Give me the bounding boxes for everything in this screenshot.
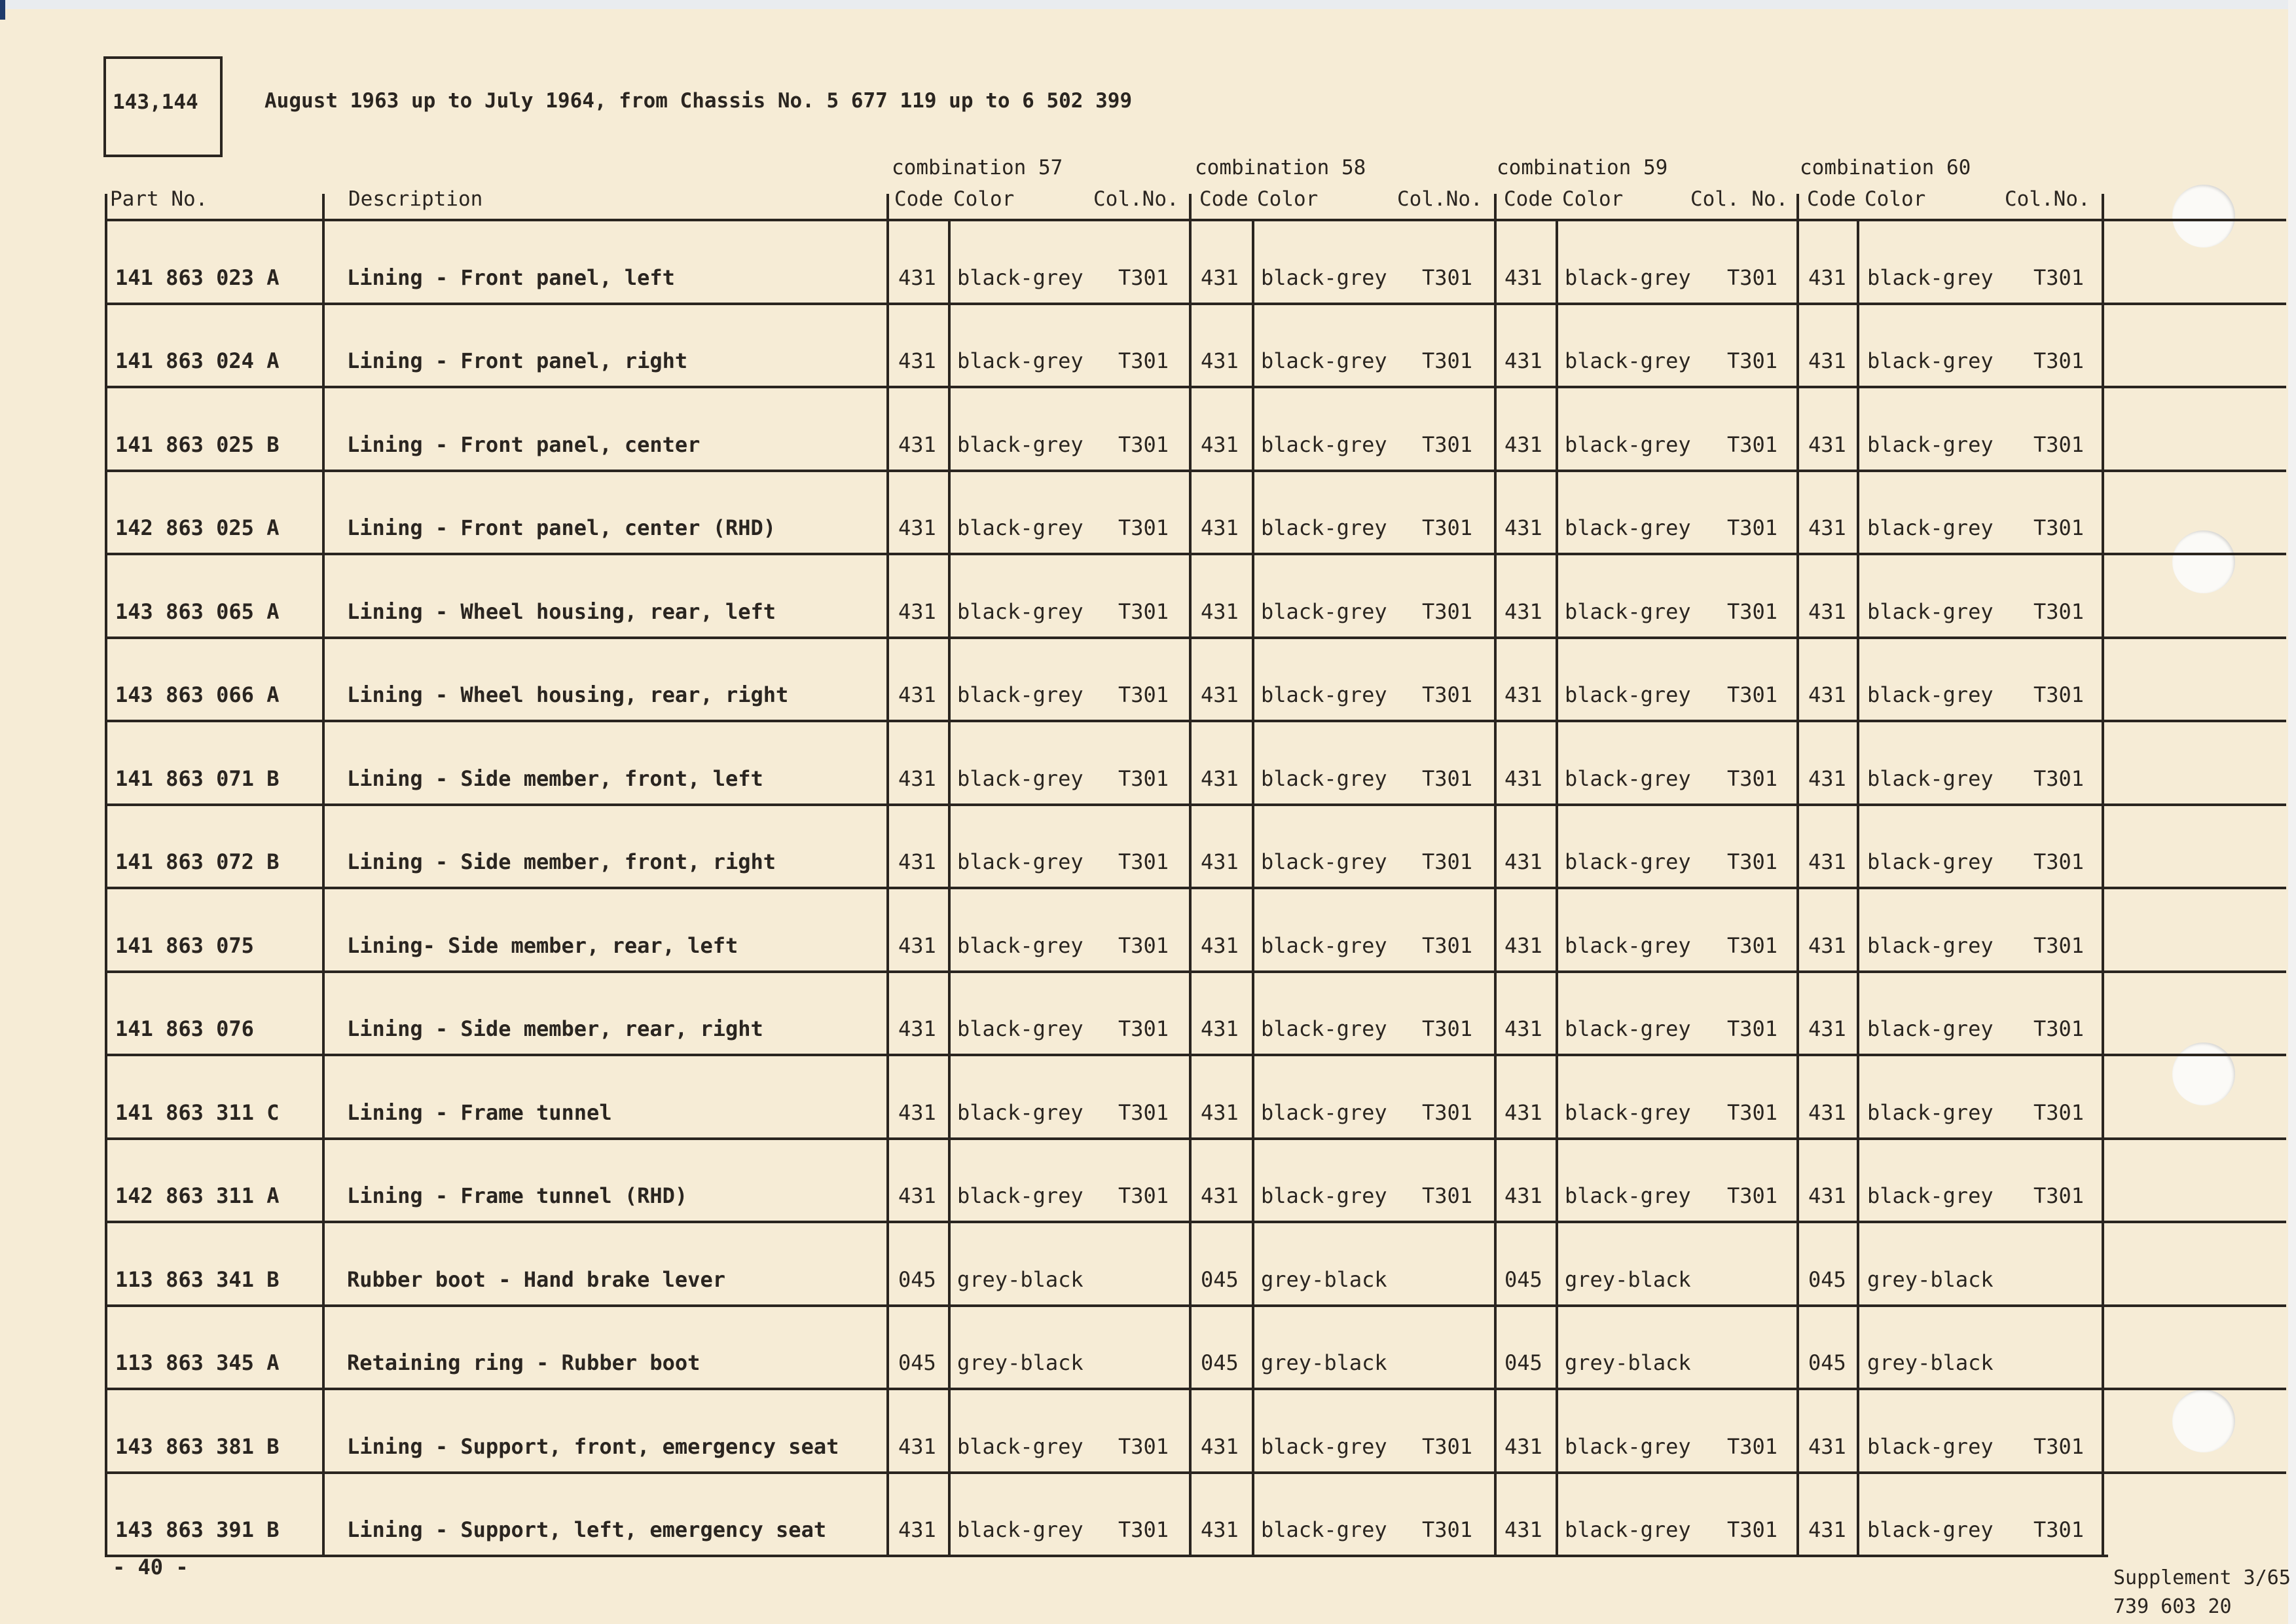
color-number: T301 [1727, 766, 1778, 791]
color-number: T301 [1422, 682, 1473, 707]
color-number: T301 [1118, 849, 1169, 874]
color-name: black-grey [1565, 1517, 1691, 1542]
color-code: 431 [1201, 933, 1239, 958]
color-number: T301 [2033, 348, 2085, 373]
color-name: black-grey [957, 682, 1084, 707]
color-name: black-grey [1261, 682, 1387, 707]
color-name: black-grey [957, 1183, 1084, 1208]
color-code: 431 [898, 515, 936, 540]
part-description: Lining - Front panel, center (RHD) [347, 515, 776, 540]
color-code: 045 [1201, 1267, 1239, 1292]
part-description: Lining - Front panel, center [347, 432, 701, 457]
color-code: 431 [1808, 1016, 1846, 1041]
column-header-col-no: Col.No. [2005, 187, 2090, 211]
color-name: black-grey [1565, 849, 1691, 874]
part-number: 142 863 025 A [115, 515, 280, 540]
color-name: black-grey [1261, 432, 1387, 457]
column-header-col-no: Col. No. [1690, 187, 1789, 211]
part-number: 141 863 025 B [115, 432, 280, 457]
color-name: black-grey [1867, 766, 1994, 791]
part-number: 141 863 076 [115, 1016, 254, 1041]
color-code: 431 [1504, 933, 1542, 958]
color-name: black-grey [1867, 1517, 1994, 1542]
table-rule [105, 386, 2286, 388]
part-description: Lining - Side member, front, right [347, 849, 776, 874]
color-number: T301 [1422, 933, 1473, 958]
color-code: 431 [1808, 265, 1846, 290]
color-code: 431 [1201, 766, 1239, 791]
color-name: grey-black [1565, 1267, 1691, 1292]
color-code: 431 [1808, 1434, 1846, 1459]
color-number: T301 [1118, 1100, 1169, 1125]
color-name: black-grey [1867, 265, 1994, 290]
color-name: black-grey [1565, 682, 1691, 707]
color-number: T301 [1422, 849, 1473, 874]
color-name: black-grey [1867, 599, 1994, 624]
color-name: black-grey [1867, 933, 1994, 958]
color-code: 045 [898, 1267, 936, 1292]
color-number: T301 [1727, 1183, 1778, 1208]
table-rule [105, 637, 2286, 639]
part-description: Lining - Front panel, left [347, 265, 675, 290]
color-code: 431 [1504, 1434, 1542, 1459]
color-number: T301 [2033, 1434, 2085, 1459]
color-number: T301 [1118, 1183, 1169, 1208]
part-number: 141 863 075 [115, 933, 254, 958]
color-name: grey-black [1867, 1267, 1994, 1292]
color-code: 431 [1201, 265, 1239, 290]
color-code: 431 [898, 1100, 936, 1125]
color-number: T301 [2033, 265, 2085, 290]
color-name: grey-black [957, 1350, 1084, 1375]
color-code: 431 [1504, 1100, 1542, 1125]
color-code: 431 [898, 348, 936, 373]
part-number: 141 863 071 B [115, 766, 280, 791]
color-code: 045 [1808, 1267, 1846, 1292]
color-name: black-grey [1565, 432, 1691, 457]
part-number: 113 863 345 A [115, 1350, 280, 1375]
color-code: 045 [1504, 1267, 1542, 1292]
color-code: 431 [1808, 1517, 1846, 1542]
part-description: Lining - Frame tunnel [347, 1100, 612, 1125]
color-number: T301 [1727, 1100, 1778, 1125]
column-header-color: Color [1257, 187, 1319, 211]
color-number: T301 [1118, 682, 1169, 707]
color-number: T301 [1727, 599, 1778, 624]
color-code: 431 [1201, 849, 1239, 874]
table-rule [105, 303, 2286, 305]
scan-right-edge [2288, 0, 2296, 1624]
table-rule [105, 970, 2286, 973]
color-name: black-grey [1565, 599, 1691, 624]
column-divider [105, 194, 107, 1557]
color-name: black-grey [1565, 1016, 1691, 1041]
color-number: T301 [1422, 1016, 1473, 1041]
color-code: 431 [898, 599, 936, 624]
color-number: T301 [1727, 682, 1778, 707]
punch-hole [2172, 530, 2235, 593]
color-number: T301 [1422, 432, 1473, 457]
color-code: 431 [898, 766, 936, 791]
part-description: Lining - Side member, rear, right [347, 1016, 763, 1041]
color-name: black-grey [1261, 766, 1387, 791]
color-number: T301 [1118, 766, 1169, 791]
color-code: 431 [1808, 682, 1846, 707]
color-code: 431 [1201, 348, 1239, 373]
color-code: 431 [898, 1016, 936, 1041]
color-number: T301 [1118, 1434, 1169, 1459]
part-number: 143 863 391 B [115, 1517, 280, 1542]
color-name: black-grey [1867, 682, 1994, 707]
color-number: T301 [1422, 1517, 1473, 1542]
color-number: T301 [2033, 766, 2085, 791]
color-number: T301 [1118, 515, 1169, 540]
punch-hole [2172, 1390, 2235, 1452]
color-name: grey-black [1261, 1350, 1387, 1375]
punch-hole [2172, 185, 2235, 248]
color-code: 431 [1504, 348, 1542, 373]
color-code: 431 [1808, 515, 1846, 540]
color-name: black-grey [1565, 766, 1691, 791]
color-code: 431 [1808, 849, 1846, 874]
color-name: black-grey [1565, 515, 1691, 540]
reference-number: 143,144 [113, 90, 198, 114]
part-description: Lining - Wheel housing, rear, left [347, 599, 776, 624]
punch-hole [2172, 1043, 2235, 1105]
color-number: T301 [2033, 599, 2085, 624]
part-description: Lining - Support, left, emergency seat [347, 1517, 827, 1542]
column-divider [886, 194, 889, 1557]
color-code: 431 [1504, 515, 1542, 540]
color-number: T301 [1118, 265, 1169, 290]
color-name: black-grey [1261, 1434, 1387, 1459]
color-name: black-grey [957, 766, 1084, 791]
part-number: 142 863 311 A [115, 1183, 280, 1208]
color-code: 431 [1808, 1100, 1846, 1125]
color-number: T301 [1422, 265, 1473, 290]
color-number: T301 [1422, 515, 1473, 540]
color-number: T301 [1727, 265, 1778, 290]
supplement-info [2113, 1564, 2291, 1621]
color-code: 431 [1201, 682, 1239, 707]
table-rule [105, 1137, 2286, 1140]
color-name: black-grey [1261, 348, 1387, 373]
part-number: 141 863 023 A [115, 265, 280, 290]
color-code: 431 [898, 849, 936, 874]
color-code: 431 [898, 1434, 936, 1459]
color-number: T301 [1727, 849, 1778, 874]
color-name: black-grey [1261, 599, 1387, 624]
color-name: black-grey [1261, 933, 1387, 958]
color-code: 431 [1808, 599, 1846, 624]
color-name: grey-black [1261, 1267, 1387, 1292]
color-code: 431 [1808, 1183, 1846, 1208]
color-name: black-grey [1867, 1183, 1994, 1208]
part-number: 141 863 311 C [115, 1100, 280, 1125]
column-header-description: Description [348, 187, 483, 211]
column-divider [1494, 194, 1497, 1557]
color-code: 431 [1808, 348, 1846, 373]
color-code: 431 [1201, 599, 1239, 624]
color-code: 431 [1504, 682, 1542, 707]
color-code: 431 [1504, 1517, 1542, 1542]
column-divider [1252, 219, 1254, 1557]
color-code: 431 [1201, 1517, 1239, 1542]
color-number: T301 [1422, 599, 1473, 624]
color-number: T301 [1727, 348, 1778, 373]
color-name: black-grey [1261, 849, 1387, 874]
color-name: black-grey [1867, 1100, 1994, 1125]
column-header-code: Code [1504, 187, 1553, 211]
scan-top-edge [0, 0, 2296, 9]
color-name: black-grey [957, 849, 1084, 874]
part-description: Lining - Wheel housing, rear, right [347, 682, 789, 707]
color-name: black-grey [957, 1517, 1084, 1542]
combination-title: combination 60 [1800, 156, 1971, 179]
column-header-code: Code [894, 187, 943, 211]
color-name: black-grey [957, 599, 1084, 624]
combination-title: combination 58 [1195, 156, 1366, 179]
table-rule [105, 219, 2286, 221]
page-heading: August 1963 up to July 1964, from Chassis No. 5 677 119 up to 6 502 399 [264, 89, 1133, 113]
table-rule [105, 470, 2286, 472]
color-name: black-grey [957, 1100, 1084, 1125]
color-name: black-grey [957, 515, 1084, 540]
column-divider [1556, 219, 1558, 1557]
part-description: Lining - Front panel, right [347, 348, 688, 373]
color-code: 431 [898, 682, 936, 707]
color-number: T301 [1118, 1016, 1169, 1041]
color-number: T301 [1422, 348, 1473, 373]
color-number: T301 [2033, 1183, 2085, 1208]
table-rule [105, 720, 2286, 722]
part-description: Lining - Side member, front, left [347, 766, 763, 791]
color-name: black-grey [1565, 265, 1691, 290]
color-name: black-grey [957, 265, 1084, 290]
color-name: black-grey [1261, 1517, 1387, 1542]
page-number: - 40 - [113, 1555, 189, 1579]
color-code: 431 [1201, 432, 1239, 457]
color-number: T301 [2033, 515, 2085, 540]
color-code: 431 [1808, 766, 1846, 791]
column-divider [1189, 194, 1192, 1557]
column-header-col-no: Col.No. [1397, 187, 1483, 211]
column-divider [1796, 194, 1799, 1557]
column-header-color: Color [1865, 187, 1926, 211]
column-divider [2102, 194, 2104, 1557]
color-number: T301 [2033, 1016, 2085, 1041]
color-name: black-grey [1565, 1183, 1691, 1208]
color-name: black-grey [1261, 1016, 1387, 1041]
table-rule [105, 1388, 2286, 1390]
color-number: T301 [2033, 682, 2085, 707]
color-code: 431 [1504, 1016, 1542, 1041]
color-code: 431 [1201, 1016, 1239, 1041]
column-header-color: Color [1562, 187, 1624, 211]
part-number: 141 863 072 B [115, 849, 280, 874]
color-name: black-grey [957, 1016, 1084, 1041]
color-name: black-grey [1867, 849, 1994, 874]
color-number: T301 [2033, 432, 2085, 457]
color-code: 431 [1201, 1434, 1239, 1459]
color-number: T301 [1422, 766, 1473, 791]
color-number: T301 [1727, 1016, 1778, 1041]
combination-title: combination 59 [1497, 156, 1668, 179]
color-name: grey-black [1565, 1350, 1691, 1375]
part-number: 143 863 065 A [115, 599, 280, 624]
color-number: T301 [1727, 1517, 1778, 1542]
part-description: Lining - Support, front, emergency seat [347, 1434, 839, 1459]
color-code: 045 [1808, 1350, 1846, 1375]
color-code: 431 [1504, 432, 1542, 457]
column-divider [322, 194, 325, 1557]
color-name: black-grey [957, 933, 1084, 958]
color-code: 045 [898, 1350, 936, 1375]
table-rule [105, 1221, 2286, 1223]
color-number: T301 [1422, 1183, 1473, 1208]
color-name: black-grey [1261, 515, 1387, 540]
color-number: T301 [1422, 1100, 1473, 1125]
color-number: T301 [1727, 515, 1778, 540]
catalog-number: 739 603 20 [2113, 1595, 2232, 1618]
color-number: T301 [1422, 1434, 1473, 1459]
color-code: 431 [1504, 849, 1542, 874]
table-rule [105, 1054, 2286, 1056]
table-rule [105, 1304, 2286, 1307]
column-header-color: Color [953, 187, 1015, 211]
color-number: T301 [1118, 599, 1169, 624]
part-number: 143 863 381 B [115, 1434, 280, 1459]
color-number: T301 [1118, 348, 1169, 373]
color-code: 431 [1504, 599, 1542, 624]
color-number: T301 [1727, 933, 1778, 958]
color-number: T301 [1727, 1434, 1778, 1459]
color-code: 431 [1201, 1183, 1239, 1208]
supplement-label: Supplement 3/65 [2113, 1566, 2291, 1589]
column-divider [948, 219, 951, 1557]
color-name: black-grey [1867, 1016, 1994, 1041]
part-number: 113 863 341 B [115, 1267, 280, 1292]
color-code: 045 [1504, 1350, 1542, 1375]
column-header-part-no: Part No. [110, 187, 208, 211]
table-rule [105, 1555, 2108, 1557]
color-name: black-grey [1261, 1183, 1387, 1208]
part-description: Lining- Side member, rear, left [347, 933, 738, 958]
column-divider [1857, 219, 1859, 1557]
table-rule [105, 1471, 2286, 1474]
color-code: 431 [1808, 432, 1846, 457]
column-header-code: Code [1199, 187, 1248, 211]
color-name: black-grey [957, 1434, 1084, 1459]
part-description: Rubber boot - Hand brake lever [347, 1267, 725, 1292]
color-number: T301 [1118, 933, 1169, 958]
part-description: Retaining ring - Rubber boot [347, 1350, 701, 1375]
color-number: T301 [2033, 849, 2085, 874]
part-number: 141 863 024 A [115, 348, 280, 373]
color-code: 431 [898, 265, 936, 290]
color-code: 431 [898, 1183, 936, 1208]
color-name: black-grey [1867, 348, 1994, 373]
scan-left-mark [0, 0, 5, 20]
color-name: black-grey [1867, 1434, 1994, 1459]
part-number: 143 863 066 A [115, 682, 280, 707]
color-number: T301 [1727, 432, 1778, 457]
color-name: black-grey [1867, 515, 1994, 540]
color-number: T301 [1118, 432, 1169, 457]
color-name: black-grey [1867, 432, 1994, 457]
color-name: black-grey [1261, 1100, 1387, 1125]
color-code: 431 [1808, 933, 1846, 958]
color-name: black-grey [957, 432, 1084, 457]
color-code: 431 [898, 933, 936, 958]
color-name: black-grey [1565, 933, 1691, 958]
color-name: black-grey [1565, 348, 1691, 373]
color-name: black-grey [1565, 1100, 1691, 1125]
part-description: Lining - Frame tunnel (RHD) [347, 1183, 688, 1208]
column-header-col-no: Col.No. [1093, 187, 1179, 211]
color-code: 431 [898, 432, 936, 457]
color-name: grey-black [957, 1267, 1084, 1292]
color-number: T301 [1118, 1517, 1169, 1542]
color-name: black-grey [1565, 1434, 1691, 1459]
color-name: black-grey [1261, 265, 1387, 290]
color-code: 431 [1504, 1183, 1542, 1208]
color-name: grey-black [1867, 1350, 1994, 1375]
color-code: 431 [1504, 265, 1542, 290]
table-rule [105, 887, 2286, 889]
color-name: black-grey [957, 348, 1084, 373]
color-code: 431 [1504, 766, 1542, 791]
color-code: 045 [1201, 1350, 1239, 1375]
table-rule [105, 803, 2286, 806]
combination-title: combination 57 [892, 156, 1063, 179]
column-header-code: Code [1807, 187, 1856, 211]
table-rule [105, 553, 2286, 555]
color-number: T301 [2033, 933, 2085, 958]
color-code: 431 [1201, 515, 1239, 540]
color-code: 431 [898, 1517, 936, 1542]
color-code: 431 [1201, 1100, 1239, 1125]
color-number: T301 [2033, 1517, 2085, 1542]
color-number: T301 [2033, 1100, 2085, 1125]
